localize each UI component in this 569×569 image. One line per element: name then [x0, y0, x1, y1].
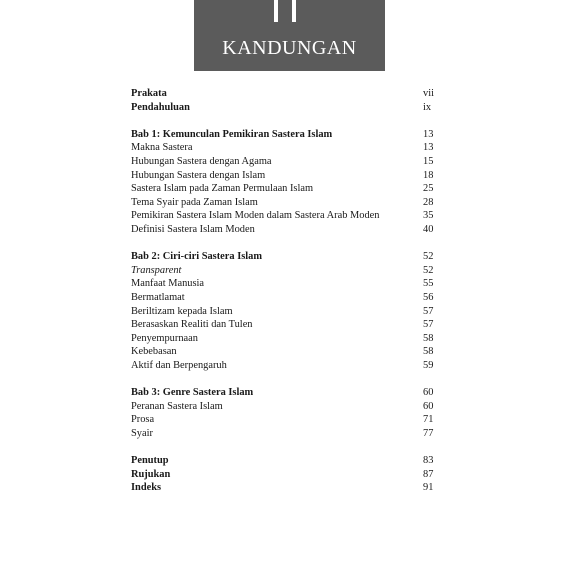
toc-entry-title: Penyempurnaan — [131, 332, 198, 344]
toc-entry-page: 52 — [423, 251, 434, 263]
page-title: KANDUNGAN — [222, 37, 357, 59]
toc-entry-title: Peranan Sastera Islam — [131, 400, 223, 412]
toc-entry-page: 60 — [423, 387, 434, 399]
toc-entry-page: 18 — [423, 169, 434, 181]
toc-entry-page: 58 — [423, 332, 434, 344]
toc-entry-title: Bab 3: Genre Sastera Islam — [131, 387, 254, 399]
toc-entry-title: Kebebasan — [131, 346, 177, 358]
toc-entry — [131, 400, 437, 414]
toc-entry-title: Bermatlamat — [131, 291, 185, 303]
toc-entry-page: 91 — [423, 482, 434, 494]
toc-entry-page: 59 — [423, 359, 434, 371]
toc-entry-page: 77 — [423, 427, 434, 439]
header-ornament-icon — [271, 0, 299, 22]
section-spacer — [131, 237, 437, 251]
toc-entry — [131, 182, 437, 196]
toc-entry — [131, 264, 437, 278]
toc-entry-page: 25 — [423, 183, 434, 195]
toc-entry-page: 58 — [423, 346, 434, 358]
toc-entry — [131, 169, 437, 183]
toc-entry-title: Transparent — [131, 264, 182, 276]
toc-entry-title: Rujukan — [131, 468, 171, 480]
toc-entry-title: Hubungan Sastera dengan Islam — [131, 169, 266, 181]
toc-entry — [131, 141, 437, 155]
toc-entry-page: 52 — [423, 264, 434, 276]
toc-entry-title: Hubungan Sastera dengan Agama — [131, 155, 272, 167]
toc-entry — [131, 250, 437, 264]
toc-entry-title: Prosa — [131, 414, 155, 426]
toc-entry-title: Bab 1: Kemunculan Pemikiran Sastera Islam — [131, 128, 333, 140]
toc-entry-title: Sastera Islam pada Zaman Permulaan Islam — [131, 183, 314, 195]
toc-entry — [131, 101, 437, 115]
toc-entry — [131, 277, 437, 291]
toc-entry — [131, 386, 437, 400]
toc-entry — [131, 128, 437, 142]
toc-entry — [131, 332, 437, 346]
toc-entry-page: 15 — [423, 155, 434, 167]
toc-entry-title: Indeks — [131, 482, 162, 494]
toc-entry-page: 83 — [423, 455, 434, 467]
toc-entry — [131, 318, 437, 332]
toc-entry — [131, 468, 437, 482]
toc-entry — [131, 87, 437, 101]
toc-entry — [131, 454, 437, 468]
toc-entry — [131, 427, 437, 441]
toc-entry-title: Makna Sastera — [131, 142, 193, 154]
toc-entry-page: 60 — [423, 400, 434, 412]
toc-entry — [131, 223, 437, 237]
toc-entry-page: 56 — [423, 291, 434, 303]
toc-entry — [131, 155, 437, 169]
toc-entry-title: Definisi Sastera Islam Moden — [131, 223, 255, 235]
section-spacer — [131, 440, 437, 454]
toc-entry-page: 57 — [423, 319, 434, 331]
toc-entry-page: ix — [423, 101, 432, 113]
toc-entry — [131, 359, 437, 373]
section-spacer — [131, 372, 437, 386]
toc-entry — [131, 196, 437, 210]
toc-entry-page: vii — [423, 88, 434, 99]
toc-entry-title: Prakata — [131, 88, 167, 99]
toc-entry-title: Syair — [131, 427, 153, 439]
toc-entry — [131, 413, 437, 427]
toc-entry-page: 55 — [423, 278, 434, 290]
toc-entry-page: 87 — [423, 468, 434, 480]
toc-entry-title: Pemikiran Sastera Islam Moden dalam Sastera Arab Moden — [131, 210, 380, 222]
table-of-contents — [131, 87, 437, 495]
toc-entry-page: 13 — [423, 142, 434, 154]
toc-entry-page: 71 — [423, 414, 434, 426]
toc-entry — [131, 481, 437, 495]
toc-entry — [131, 209, 437, 223]
toc-entry — [131, 345, 437, 359]
toc-entry-title: Beriltizam kepada Islam — [131, 305, 233, 317]
section-spacer — [131, 114, 437, 128]
toc-entry-title: Aktif dan Berpengaruh — [131, 359, 227, 371]
toc-entry-title: Manfaat Manusia — [131, 278, 204, 290]
toc-entry — [131, 305, 437, 319]
toc-entry-page: 40 — [423, 223, 434, 235]
toc-entry-page: 57 — [423, 305, 434, 317]
toc-entry-page: 35 — [423, 210, 434, 222]
toc-entry-title: Penutup — [131, 455, 169, 467]
toc-entry-title: Bab 2: Ciri-ciri Sastera Islam — [131, 251, 263, 263]
toc-entry-page: 13 — [423, 128, 434, 140]
toc-entry-title: Tema Syair pada Zaman Islam — [131, 196, 258, 208]
toc-entry — [131, 291, 437, 305]
toc-entry-page: 28 — [423, 196, 434, 208]
toc-entry-title: Pendahuluan — [131, 101, 190, 113]
toc-entry-title: Berasaskan Realiti dan Tulen — [131, 319, 253, 331]
